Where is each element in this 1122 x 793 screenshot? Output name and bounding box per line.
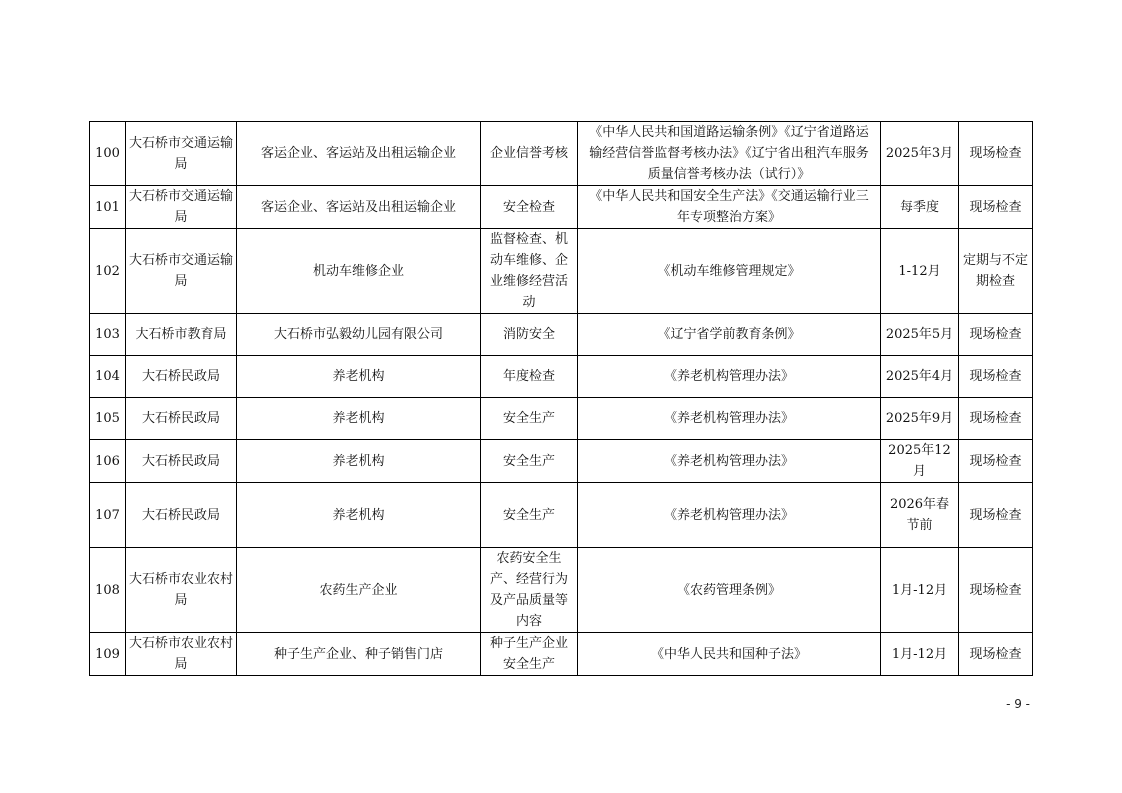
basis-cell: 《中华人民共和国道路运输条例》《辽宁省道路运输经营信誉监督考核办法》《辽宁省出租汽车服务质量信誉考核办法（试行）》 [578, 122, 881, 186]
row-number: 101 [90, 186, 126, 229]
table-row [90, 548, 1033, 633]
department-cell: 大石桥市农业农村局 [126, 548, 237, 633]
department-cell: 大石桥民政局 [126, 483, 237, 548]
basis-cell: 《农药管理条例》 [578, 548, 881, 633]
method-cell: 现场检查 [959, 633, 1033, 676]
method-cell: 现场检查 [959, 186, 1033, 229]
table-row [90, 314, 1033, 356]
target-cell: 客运企业、客运站及出租运输企业 [237, 122, 481, 186]
basis-cell: 《养老机构管理办法》 [578, 483, 881, 548]
target-cell: 农药生产企业 [237, 548, 481, 633]
basis-cell: 《养老机构管理办法》 [578, 398, 881, 440]
row-number: 100 [90, 122, 126, 186]
time-cell: 每季度 [881, 186, 959, 229]
item-cell: 安全检查 [481, 186, 578, 229]
department-cell: 大石桥民政局 [126, 398, 237, 440]
inspection-table [89, 121, 1033, 676]
method-cell: 现场检查 [959, 356, 1033, 398]
department-cell: 大石桥市交通运输局 [126, 229, 237, 314]
basis-cell: 《养老机构管理办法》 [578, 356, 881, 398]
time-cell: 2025年9月 [881, 398, 959, 440]
time-cell: 1-12月 [881, 229, 959, 314]
table-row [90, 483, 1033, 548]
target-cell: 养老机构 [237, 398, 481, 440]
time-cell: 2026年春节前 [881, 483, 959, 548]
department-cell: 大石桥市农业农村局 [126, 633, 237, 676]
table-row [90, 186, 1033, 229]
target-cell: 机动车维修企业 [237, 229, 481, 314]
page-number: - 9 - [1006, 697, 1030, 711]
row-number: 105 [90, 398, 126, 440]
department-cell: 大石桥市教育局 [126, 314, 237, 356]
item-cell: 农药安全生产、经营行为及产品质量等内容 [481, 548, 578, 633]
item-cell: 安全生产 [481, 483, 578, 548]
target-cell: 种子生产企业、种子销售门店 [237, 633, 481, 676]
row-number: 106 [90, 440, 126, 483]
method-cell: 定期与不定期检查 [959, 229, 1033, 314]
target-cell: 客运企业、客运站及出租运输企业 [237, 186, 481, 229]
department-cell: 大石桥民政局 [126, 356, 237, 398]
time-cell: 2025年3月 [881, 122, 959, 186]
table-row [90, 356, 1033, 398]
method-cell: 现场检查 [959, 548, 1033, 633]
row-number: 104 [90, 356, 126, 398]
department-cell: 大石桥市交通运输局 [126, 122, 237, 186]
basis-cell: 《养老机构管理办法》 [578, 440, 881, 483]
table-row [90, 229, 1033, 314]
target-cell: 养老机构 [237, 356, 481, 398]
target-cell: 大石桥市弘毅幼儿园有限公司 [237, 314, 481, 356]
time-cell: 2025年4月 [881, 356, 959, 398]
row-number: 102 [90, 229, 126, 314]
item-cell: 消防安全 [481, 314, 578, 356]
department-cell: 大石桥民政局 [126, 440, 237, 483]
basis-cell: 《辽宁省学前教育条例》 [578, 314, 881, 356]
item-cell: 监督检查、机动车维修、企业维修经营活动 [481, 229, 578, 314]
time-cell: 1月-12月 [881, 633, 959, 676]
item-cell: 企业信誉考核 [481, 122, 578, 186]
row-number: 107 [90, 483, 126, 548]
table-row [90, 633, 1033, 676]
basis-cell: 《中华人民共和国种子法》 [578, 633, 881, 676]
target-cell: 养老机构 [237, 483, 481, 548]
table-row [90, 440, 1033, 483]
item-cell: 年度检查 [481, 356, 578, 398]
method-cell: 现场检查 [959, 440, 1033, 483]
method-cell: 现场检查 [959, 122, 1033, 186]
basis-cell: 《中华人民共和国安全生产法》《交通运输行业三年专项整治方案》 [578, 186, 881, 229]
row-number: 109 [90, 633, 126, 676]
item-cell: 安全生产 [481, 440, 578, 483]
method-cell: 现场检查 [959, 398, 1033, 440]
row-number: 108 [90, 548, 126, 633]
item-cell: 安全生产 [481, 398, 578, 440]
row-number: 103 [90, 314, 126, 356]
method-cell: 现场检查 [959, 314, 1033, 356]
basis-cell: 《机动车维修管理规定》 [578, 229, 881, 314]
time-cell: 1月-12月 [881, 548, 959, 633]
department-cell: 大石桥市交通运输局 [126, 186, 237, 229]
target-cell: 养老机构 [237, 440, 481, 483]
time-cell: 2025年5月 [881, 314, 959, 356]
table-row [90, 122, 1033, 186]
method-cell: 现场检查 [959, 483, 1033, 548]
table-row [90, 398, 1033, 440]
time-cell: 2025年12月 [881, 440, 959, 483]
item-cell: 种子生产企业安全生产 [481, 633, 578, 676]
